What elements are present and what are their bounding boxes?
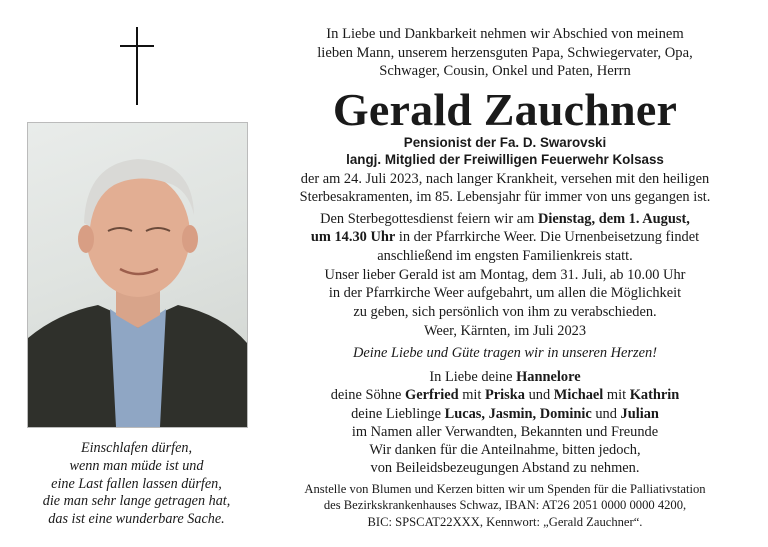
family-list: In Liebe deine Hannelore deine Söhne Gerfried mit Priska und Michael mit Kathrin deine Lieblinge Lucas, Jasmin, Dominic und Julian im Namen aller Verwandten, Bekannten und Freunde (330, 369, 680, 441)
death-notice: der am 24. Juli 2023, nach langer Krankheit, versehen mit den heiligen Sterbesakramenten, im 85. Lebensjahr für immer von uns gegangen ist. (299, 171, 711, 206)
intro-text: In Liebe und Dankbarkeit nehmen wir Abschied von meinem lieben Mann, unserem herzensguten Papa, Schwiegervater, Opa, Schwager, Cousin, Onkel und Paten, Herrn (317, 26, 693, 80)
place-date: Weer, Kärnten, im Juli 2023 (423, 323, 587, 339)
thanks-text: Wir danken für die Anteilnahme, bitten jedoch, von Beileidsbezeugungen Abstand zu nehmen. (369, 442, 641, 477)
cross-icon (120, 27, 154, 105)
motto: Deine Liebe und Güte tragen wir in unseren Herzen! (352, 345, 658, 361)
poem-quote: Einschlafen dürfen, wenn man müde ist und eine Last fallen lassen dürfen, die man sehr lange getragen hat, das ist eine wunderbare Sache. (42, 440, 231, 528)
viewing-info: Unser lieber Gerald ist am Montag, dem 31. Juli, ab 10.00 Uhr in der Pfarrkirche Weer aufgebahrt, um allen die Möglichkeit zu geben, sich persönlich von ihm zu verabschieden. (324, 267, 686, 320)
deceased-name: Gerald Zauchner (332, 84, 678, 135)
donation-info: Anstelle von Blumen und Kerzen bitten wir um Spenden für die Palliativstation des Bezirkskrankenhauses Schwaz, IBAN: AT26 2051 0000 0000 4200, BIC: SPSCAT22XXX, Kennwort: „Gerald Zauchner“. (304, 482, 706, 529)
service-info: Den Sterbegottesdienst feiern wir am Dienstag, dem 1. August, um 14.30 Uhr in der Pfarrkirche Weer. Die Urnenbeisetzung findet anschließend im engsten Familienkreis statt. (310, 211, 700, 264)
portrait-photo (27, 122, 248, 428)
subtitle: Pensionist der Fa. D. Swarovski langj. Mitglied der Freiwilligen Feuerwehr Kolsass (346, 135, 664, 167)
